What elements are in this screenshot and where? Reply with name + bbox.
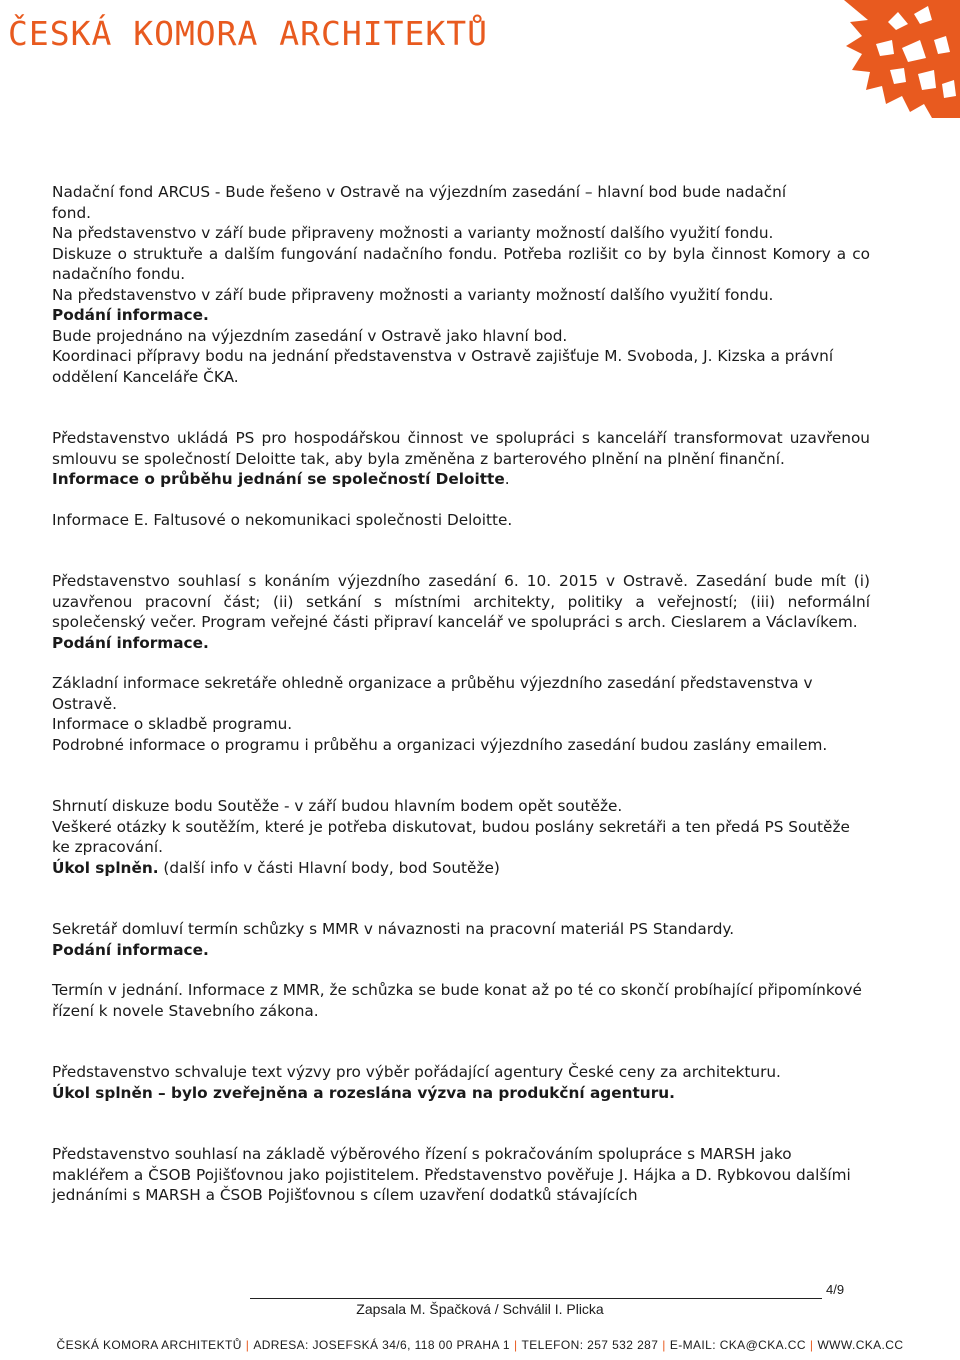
paragraph: Veškeré otázky k soutěžím, které je potřeba diskutovat, budou poslány sekretáři a ten předá PS Soutěže ke zpracování. <box>52 817 850 856</box>
task-status: Podání informace. <box>52 306 209 324</box>
lion-logo-icon <box>836 0 960 118</box>
paragraph: Podrobné informace o programu i průběhu a organizaci výjezdního zasedání budou zaslány emailem. <box>52 735 828 754</box>
text-line: Zasedání bude mít (i) uzavřenou pracovní část; (ii) setkání s místními architekty, politiky a veřejností; (iii) neformální společenský večer. Program veřejné části připraví kancelář ve spolupráci s arch. Cieslarem a Václavíkem. <box>52 572 870 631</box>
paragraph: Představenstvo schvaluje text výzvy pro výběr pořádající agentury České ceny za architekturu. <box>52 1063 781 1081</box>
paragraph: Základní informace sekretáře ohledně organizace a průběhu výjezdního zasedání představenstva v Ostravě. <box>52 674 813 713</box>
footer-phone: TELEFON: 257 532 287 <box>521 1338 659 1352</box>
text-line: Potřeba rozlišit co by byla činnost Komory a co nadačního fondu. <box>52 244 870 283</box>
paragraph: Představenstvo souhlasí na základě výběrového řízení s pokračováním spolupráce s MARSH jako makléřem a ČSOB Pojišťovnou jako pojistitelem. Představenstvo pověřuje J. Hájka a D. Rybkovou dalšími jednáními s MARSH a ČSOB Pojišťovnou s cílem uzavření dodatků stávajících <box>52 1145 851 1204</box>
paragraph <box>52 858 870 879</box>
footer-separator: | <box>809 1338 814 1352</box>
paragraph: Na představenstvo v září bude připraveny možnosti a varianty možností dalšího využití fondu. <box>52 224 774 242</box>
paragraph: Termín v jednání. Informace z MMR, že schůzka se bude konat až po té co skončí probíhající připomínkové řízení k novele Stavebního zákona. <box>52 981 862 1020</box>
paragraph <box>52 571 870 633</box>
footer-separator: | <box>245 1338 250 1352</box>
task-status: Podání informace. <box>52 940 209 959</box>
paragraph <box>52 182 870 223</box>
footer-org: ČESKÁ KOMORA ARCHITEKTŮ <box>56 1338 242 1352</box>
footer-address: ADRESA: JOSEFSKÁ 34/6, 118 00 PRAHA 1 <box>253 1338 511 1352</box>
paragraph <box>52 244 870 285</box>
paragraph: Představenstvo ukládá PS pro hospodářskou činnost ve spolupráci s kanceláří transformovat uzavřenou smlouvu se společností Deloitte tak, aby byla změněna z barterového plnění na plnění finanční. <box>52 429 870 468</box>
footer-rule <box>250 1298 822 1299</box>
footer-separator: | <box>662 1338 666 1352</box>
author-line: Zapsala M. Špačková / Schválil I. Plicka <box>356 1301 604 1317</box>
text-line: . <box>504 470 510 488</box>
text-line: Představenstvo souhlasí s konáním výjezdního zasedání 6. 10. 2015 v Ostravě. <box>52 572 688 590</box>
paragraph: Informace E. Faltusové o nekomunikaci společnosti Deloitte. <box>52 510 513 529</box>
footer-web: WWW.CKA.CC <box>817 1338 904 1352</box>
organization-title: ČESKÁ KOMORA ARCHITEKTŮ <box>8 14 488 53</box>
paragraph: Informace o skladbě programu. <box>52 715 293 733</box>
footer-separator: | <box>514 1338 518 1352</box>
paragraph: Koordinaci přípravy bodu na jednání představenstva v Ostravě zajišťuje M. Svoboda, J. Kizska a právní oddělení Kanceláře ČKA. <box>52 347 834 386</box>
paragraph: Na představenstvo v září bude připraveny možnosti a varianty možností dalšího využití fondu. <box>52 285 774 304</box>
text-line: (další info v části Hlavní body, bod Soutěže) <box>158 858 500 877</box>
task-status: Podání informace. <box>52 633 209 652</box>
paragraph: Shrnutí diskuze bodu Soutěže - v září budou hlavním bodem opět soutěže. <box>52 797 623 815</box>
text-line: Diskuze o struktuře a dalším fungování nadačního fondu. <box>52 244 498 263</box>
page-number: 4/9 <box>826 1282 845 1297</box>
paragraph <box>52 469 870 490</box>
footer-contact <box>0 1338 960 1352</box>
text-line: Nadační fond ARCUS - Bude řešeno v Ostravě na výjezdním zasedání – hlavní bod bude nadační <box>52 183 787 201</box>
task-status: Úkol splněn – bylo zveřejněna a rozeslána výzva na produkční agenturu. <box>52 1083 675 1102</box>
minutes-body <box>52 182 870 1206</box>
task-status: Informace o průběhu jednání se společností Deloitte <box>52 470 505 488</box>
paragraph: Sekretář domluví termín schůzky s MMR v návaznosti na pracovní materiál PS Standardy. <box>52 920 735 938</box>
paragraph: Bude projednáno na výjezdním zasedání v Ostravě jako hlavní bod. <box>52 326 568 345</box>
task-status: Úkol splněn. <box>52 858 159 877</box>
text-line: fond. <box>52 203 92 222</box>
footer-email: E-MAIL: CKA@CKA.CC <box>669 1338 806 1352</box>
